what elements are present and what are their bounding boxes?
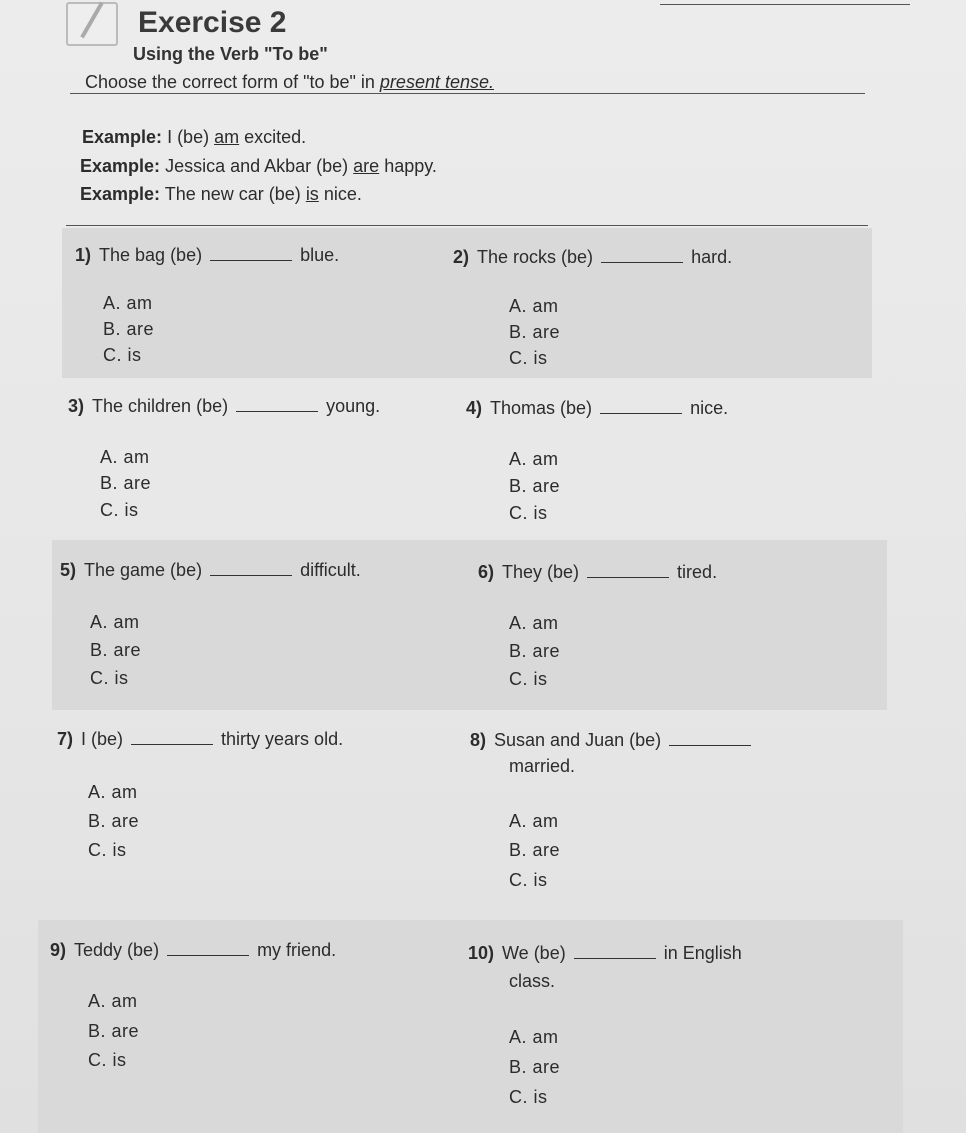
instruction bbox=[85, 72, 494, 93]
name-line bbox=[660, 4, 910, 5]
option-a[interactable]: A. am bbox=[509, 1027, 559, 1047]
divider bbox=[70, 93, 865, 94]
question-7 bbox=[57, 729, 343, 750]
question-number: 8) bbox=[470, 730, 487, 750]
example-label: Example: bbox=[82, 127, 163, 147]
answer-blank[interactable] bbox=[210, 246, 292, 261]
example-text: happy. bbox=[384, 156, 437, 176]
question-text: hard. bbox=[691, 247, 733, 267]
option-a[interactable]: A. am bbox=[509, 449, 559, 469]
subtitle: Using the Verb "To be" bbox=[133, 44, 328, 64]
answer-blank[interactable] bbox=[167, 941, 249, 956]
example-label: Example: bbox=[80, 184, 161, 204]
example bbox=[80, 156, 437, 177]
option-b[interactable]: B. are bbox=[90, 640, 142, 660]
example-label: Example: bbox=[80, 156, 161, 176]
option-a[interactable]: A. am bbox=[88, 782, 138, 802]
option-b[interactable]: B. are bbox=[88, 1021, 140, 1041]
example-answer: am bbox=[214, 127, 240, 147]
option-a[interactable]: A. am bbox=[100, 447, 150, 467]
option-a[interactable]: A. am bbox=[509, 811, 559, 831]
option-c[interactable]: C. is bbox=[100, 500, 139, 520]
question-text: young. bbox=[326, 396, 381, 416]
question-number: 3) bbox=[68, 396, 85, 416]
option-c[interactable]: C. is bbox=[509, 348, 548, 368]
question-continuation: married. bbox=[509, 756, 576, 776]
answer-blank[interactable] bbox=[236, 397, 318, 412]
example bbox=[82, 127, 306, 148]
answer-blank[interactable] bbox=[131, 730, 213, 745]
answer-blank[interactable] bbox=[600, 399, 682, 414]
answer-blank[interactable] bbox=[669, 731, 751, 746]
answer-blank[interactable] bbox=[210, 561, 292, 576]
option-c[interactable]: C. is bbox=[103, 345, 142, 365]
question-number: 7) bbox=[57, 729, 74, 749]
page-title: Exercise 2 bbox=[138, 6, 287, 39]
question-text: They (be) bbox=[502, 562, 580, 582]
question-text: The children (be) bbox=[92, 396, 229, 416]
question-text: I (be) bbox=[81, 729, 124, 749]
option-a[interactable]: A. am bbox=[90, 612, 140, 632]
option-a[interactable]: A. am bbox=[103, 293, 153, 313]
question-text: blue. bbox=[300, 245, 340, 265]
question-1 bbox=[75, 245, 339, 266]
example-text: I (be) bbox=[167, 127, 210, 147]
question-4 bbox=[466, 398, 728, 419]
question-10 bbox=[468, 943, 742, 964]
option-b[interactable]: B. are bbox=[509, 1057, 561, 1077]
option-b[interactable]: B. are bbox=[509, 476, 561, 496]
question-text: tired. bbox=[677, 562, 718, 582]
option-c[interactable]: C. is bbox=[88, 1050, 127, 1070]
question-text: Susan and Juan (be) bbox=[494, 730, 662, 750]
question-number: 4) bbox=[466, 398, 483, 418]
question-text: The game (be) bbox=[84, 560, 203, 580]
question-text: nice. bbox=[690, 398, 729, 418]
option-c[interactable]: C. is bbox=[509, 669, 548, 689]
option-c[interactable]: C. is bbox=[509, 1087, 548, 1107]
option-a[interactable]: A. am bbox=[509, 613, 559, 633]
answer-blank[interactable] bbox=[601, 248, 683, 263]
question-number: 5) bbox=[60, 560, 77, 580]
option-c[interactable]: C. is bbox=[88, 840, 127, 860]
option-c[interactable]: C. is bbox=[90, 668, 129, 688]
example-text: excited. bbox=[244, 127, 307, 147]
question-text: thirty years old. bbox=[221, 729, 344, 749]
question-8 bbox=[470, 730, 759, 751]
example-text: nice. bbox=[323, 184, 362, 204]
question-text: Teddy (be) bbox=[74, 940, 160, 960]
question-text: The bag (be) bbox=[99, 245, 203, 265]
question-text: We (be) bbox=[502, 943, 566, 963]
question-continuation: class. bbox=[509, 971, 556, 991]
option-a[interactable]: A. am bbox=[509, 296, 559, 316]
option-b[interactable]: B. are bbox=[509, 840, 561, 860]
instruction-emphasis: present tense. bbox=[379, 72, 494, 92]
option-b[interactable]: B. are bbox=[509, 322, 561, 342]
answer-blank[interactable] bbox=[587, 563, 669, 578]
example-text: The new car (be) bbox=[164, 184, 301, 204]
question-6 bbox=[478, 562, 717, 583]
option-c[interactable]: C. is bbox=[509, 503, 548, 523]
option-b[interactable]: B. are bbox=[509, 641, 561, 661]
divider bbox=[66, 225, 868, 226]
question-text: The rocks (be) bbox=[477, 247, 594, 267]
example-answer: is bbox=[305, 184, 319, 204]
question-3 bbox=[68, 396, 380, 417]
question-number: 10) bbox=[468, 943, 495, 963]
question-number: 1) bbox=[75, 245, 92, 265]
question-number: 2) bbox=[453, 247, 470, 267]
question-9 bbox=[50, 940, 336, 961]
answer-blank[interactable] bbox=[574, 944, 656, 959]
question-text: Thomas (be) bbox=[490, 398, 593, 418]
option-b[interactable]: B. are bbox=[103, 319, 155, 339]
instruction-text: Choose the correct form of "to be" in bbox=[85, 72, 380, 92]
question-text: in English bbox=[663, 943, 742, 963]
option-b[interactable]: B. are bbox=[100, 473, 152, 493]
question-text: my friend. bbox=[257, 940, 337, 960]
example-text: Jessica and Akbar (be) bbox=[165, 156, 349, 176]
pencil-icon bbox=[66, 2, 118, 46]
question-text: difficult. bbox=[300, 560, 361, 580]
option-b[interactable]: B. are bbox=[88, 811, 140, 831]
question-number: 6) bbox=[478, 562, 495, 582]
question-2 bbox=[453, 247, 732, 268]
question-number: 9) bbox=[50, 940, 67, 960]
option-a[interactable]: A. am bbox=[88, 991, 138, 1011]
example bbox=[80, 184, 362, 205]
option-c[interactable]: C. is bbox=[509, 870, 548, 890]
question-5 bbox=[60, 560, 361, 581]
example-answer: are bbox=[353, 156, 380, 176]
